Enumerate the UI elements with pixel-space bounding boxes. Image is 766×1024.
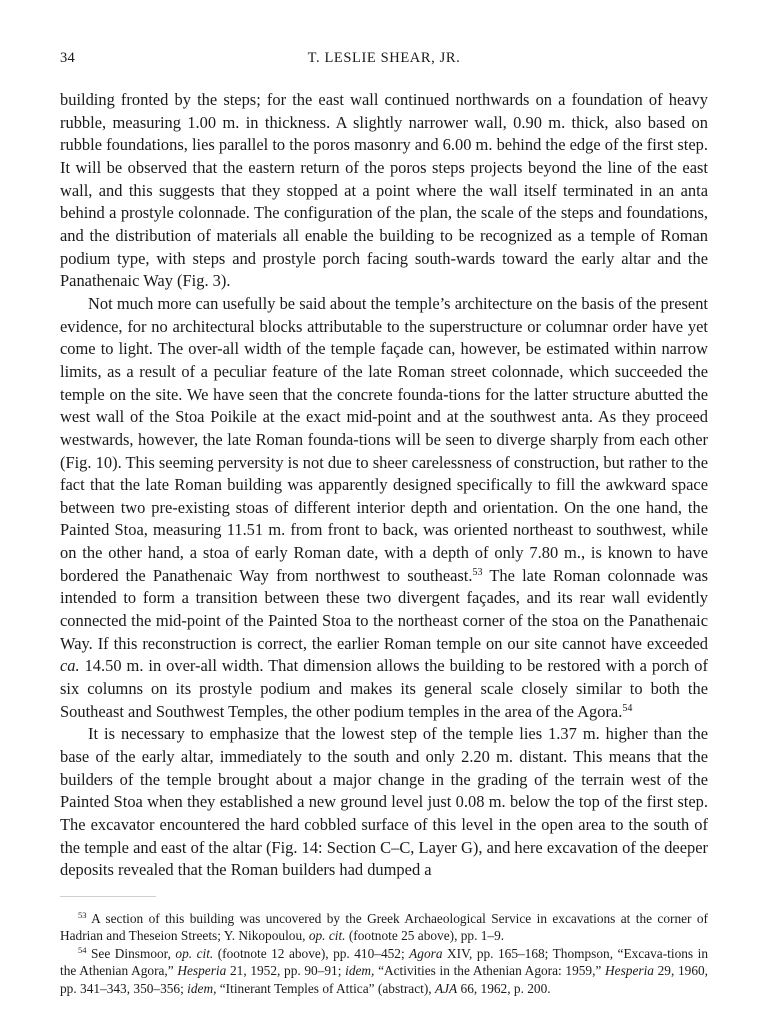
- footnote-53-text-b: (footnote 25 above), pp. 1–9.: [345, 928, 505, 944]
- footnote-54-italic-5: Hesperia: [605, 963, 654, 979]
- footnote-ref-53: 53: [472, 566, 483, 578]
- paragraph-2-text-c: 14.50 m. in over-all width. That dimension allows the building to be restored with a porch of six columns on its prostyle podium and makes its general scale closely similar to both the Southeast and Southwest Temples, the other podium temples in the area of the Agora.: [60, 656, 708, 721]
- footnote-ref-54: 54: [622, 702, 633, 714]
- footnote-54-italic-7: AJA: [434, 980, 458, 996]
- footnotes: [60, 910, 708, 997]
- footnote-54-italic-4: idem,: [345, 963, 375, 979]
- body-text: [60, 89, 708, 882]
- footnote-53: [60, 910, 708, 945]
- footnote-54-number: 54: [78, 944, 87, 955]
- footnote-54-italic-6: idem,: [187, 980, 217, 996]
- footnote-54-text-c: XIV, pp. 165–168; Thompson, “Excava-tions in the Athenian Agora,”: [60, 945, 708, 979]
- footnote-54-italic-2: Agora: [409, 945, 443, 961]
- page-header: [60, 50, 708, 72]
- footnote-divider: [60, 896, 156, 897]
- paragraph-2-text-b: The late Roman colonnade was intended to form a transition between these two divergent façades, and its rear wall evidently connected the mid-point of the Painted Stoa to the northeast corner of the stoa on the Panathenaic Way. If this reconstruction is correct, the earlier Roman temple on our site cannot have exceeded: [60, 565, 708, 653]
- paragraph-2: [60, 293, 708, 723]
- footnote-54-text-h: 66, 1962, p. 200.: [457, 980, 551, 996]
- footnote-54-text-g: “Itinerant Temples of Attica” (abstract),: [216, 980, 435, 996]
- page: [60, 50, 708, 997]
- footnote-53-text-a: A section of this building was uncovered by the Greek Archaeological Service in excavations at the corner of Hadrian and Theseion Streets; Y. Nikopoulou,: [60, 910, 708, 944]
- paragraph-1: building fronted by the steps; for the east wall continued northwards on a foundation of heavy rubble, measuring 1.00 m. in thickness. A slightly narrower wall, 0.90 m. thick, also based on rubble foundations, lies parallel to the poros masonry and 6.00 m. behind the edge of the first step. It will be observed that the eastern return of the poros steps projects beyond the line of the east wall, and this suggests that they stopped at a point where the wall itself terminated in an anta behind a prostyle colonnade. The configuration of the plan, the scale of the steps and foundations, and the distribution of materials all enable the building to be recognized as a temple of Roman podium type, with steps and prostyle porch facing south-wards toward the early altar and the Panathenaic Way (Fig. 3).: [60, 90, 708, 291]
- footnote-54-italic-3: Hesperia: [177, 963, 227, 979]
- page-number: 34: [60, 50, 75, 66]
- footnote-54-italic-1: op. cit.: [175, 945, 214, 961]
- footnote-53-number: 53: [78, 909, 87, 920]
- paragraph-3: It is necessary to emphasize that the lowest step of the temple lies 1.37 m. higher than the base of the early altar, immediately to the south and only 2.20 m. distant. This means that the builders of the temple brought about a major change in the grading of the terrain west of the Painted Stoa when they established a new ground level just 0.08 m. below the top of the first step. The excavator encountered the hard cobbled surface of this level in the open area to the south of the temple and east of the altar (Fig. 14: Section C–C, Layer G), and here excavation of the deeper deposits revealed that the Roman builders had dumped a: [60, 724, 708, 880]
- paragraph-2-text-a: Not much more can usefully be said about the temple’s architecture on the basis of the present evidence, for no architectural blocks attributable to the superstructure or columnar order have yet come to light. The over-all width of the temple façade can, however, be estimated within narrow limits, as a result of a peculiar feature of the late Roman street colonnade, which succeeded the temple on the site. We have seen that the concrete founda-tions for the latter structure abutted the west wall of the Stoa Poikile at the exact mid-point and at the southwest anta. As they proceed westwards, however, the late Roman founda-tions will be seen to diverge sharply from each other (Fig. 10). This seeming perversity is not due to sheer carelessness of construction, but rather to the fact that the late Roman building was apparently designed specifically to fill the awkward space between two pre-existing stoas of different interior depth and orientation. On the one hand, the Painted Stoa, measuring 11.51 m. from front to back, was oriented northeast to southwest, while on the other hand, a stoa of early Roman date, with a depth of only 7.80 m., is known to have bordered the Panathenaic Way from northwest to southeast.: [60, 293, 708, 585]
- footnote-54: [60, 945, 708, 997]
- footnote-53-italic-1: op. cit.: [308, 928, 346, 944]
- footnote-54-text-d: 21, 1952, pp. 90–91;: [226, 963, 346, 979]
- footnote-54-text-a: See Dinsmoor,: [86, 945, 176, 961]
- footnote-54-text-f: 29, 1960, pp. 341–343, 350–356;: [60, 963, 709, 996]
- paragraph-2-ca: ca.: [60, 656, 80, 676]
- footnote-54-text-e: “Activities in the Athenian Agora: 1959,”: [374, 963, 606, 979]
- running-head: T. LESLIE SHEAR, JR.: [307, 50, 461, 66]
- footnote-54-text-b: (footnote 12 above), pp. 410–452;: [213, 945, 410, 961]
